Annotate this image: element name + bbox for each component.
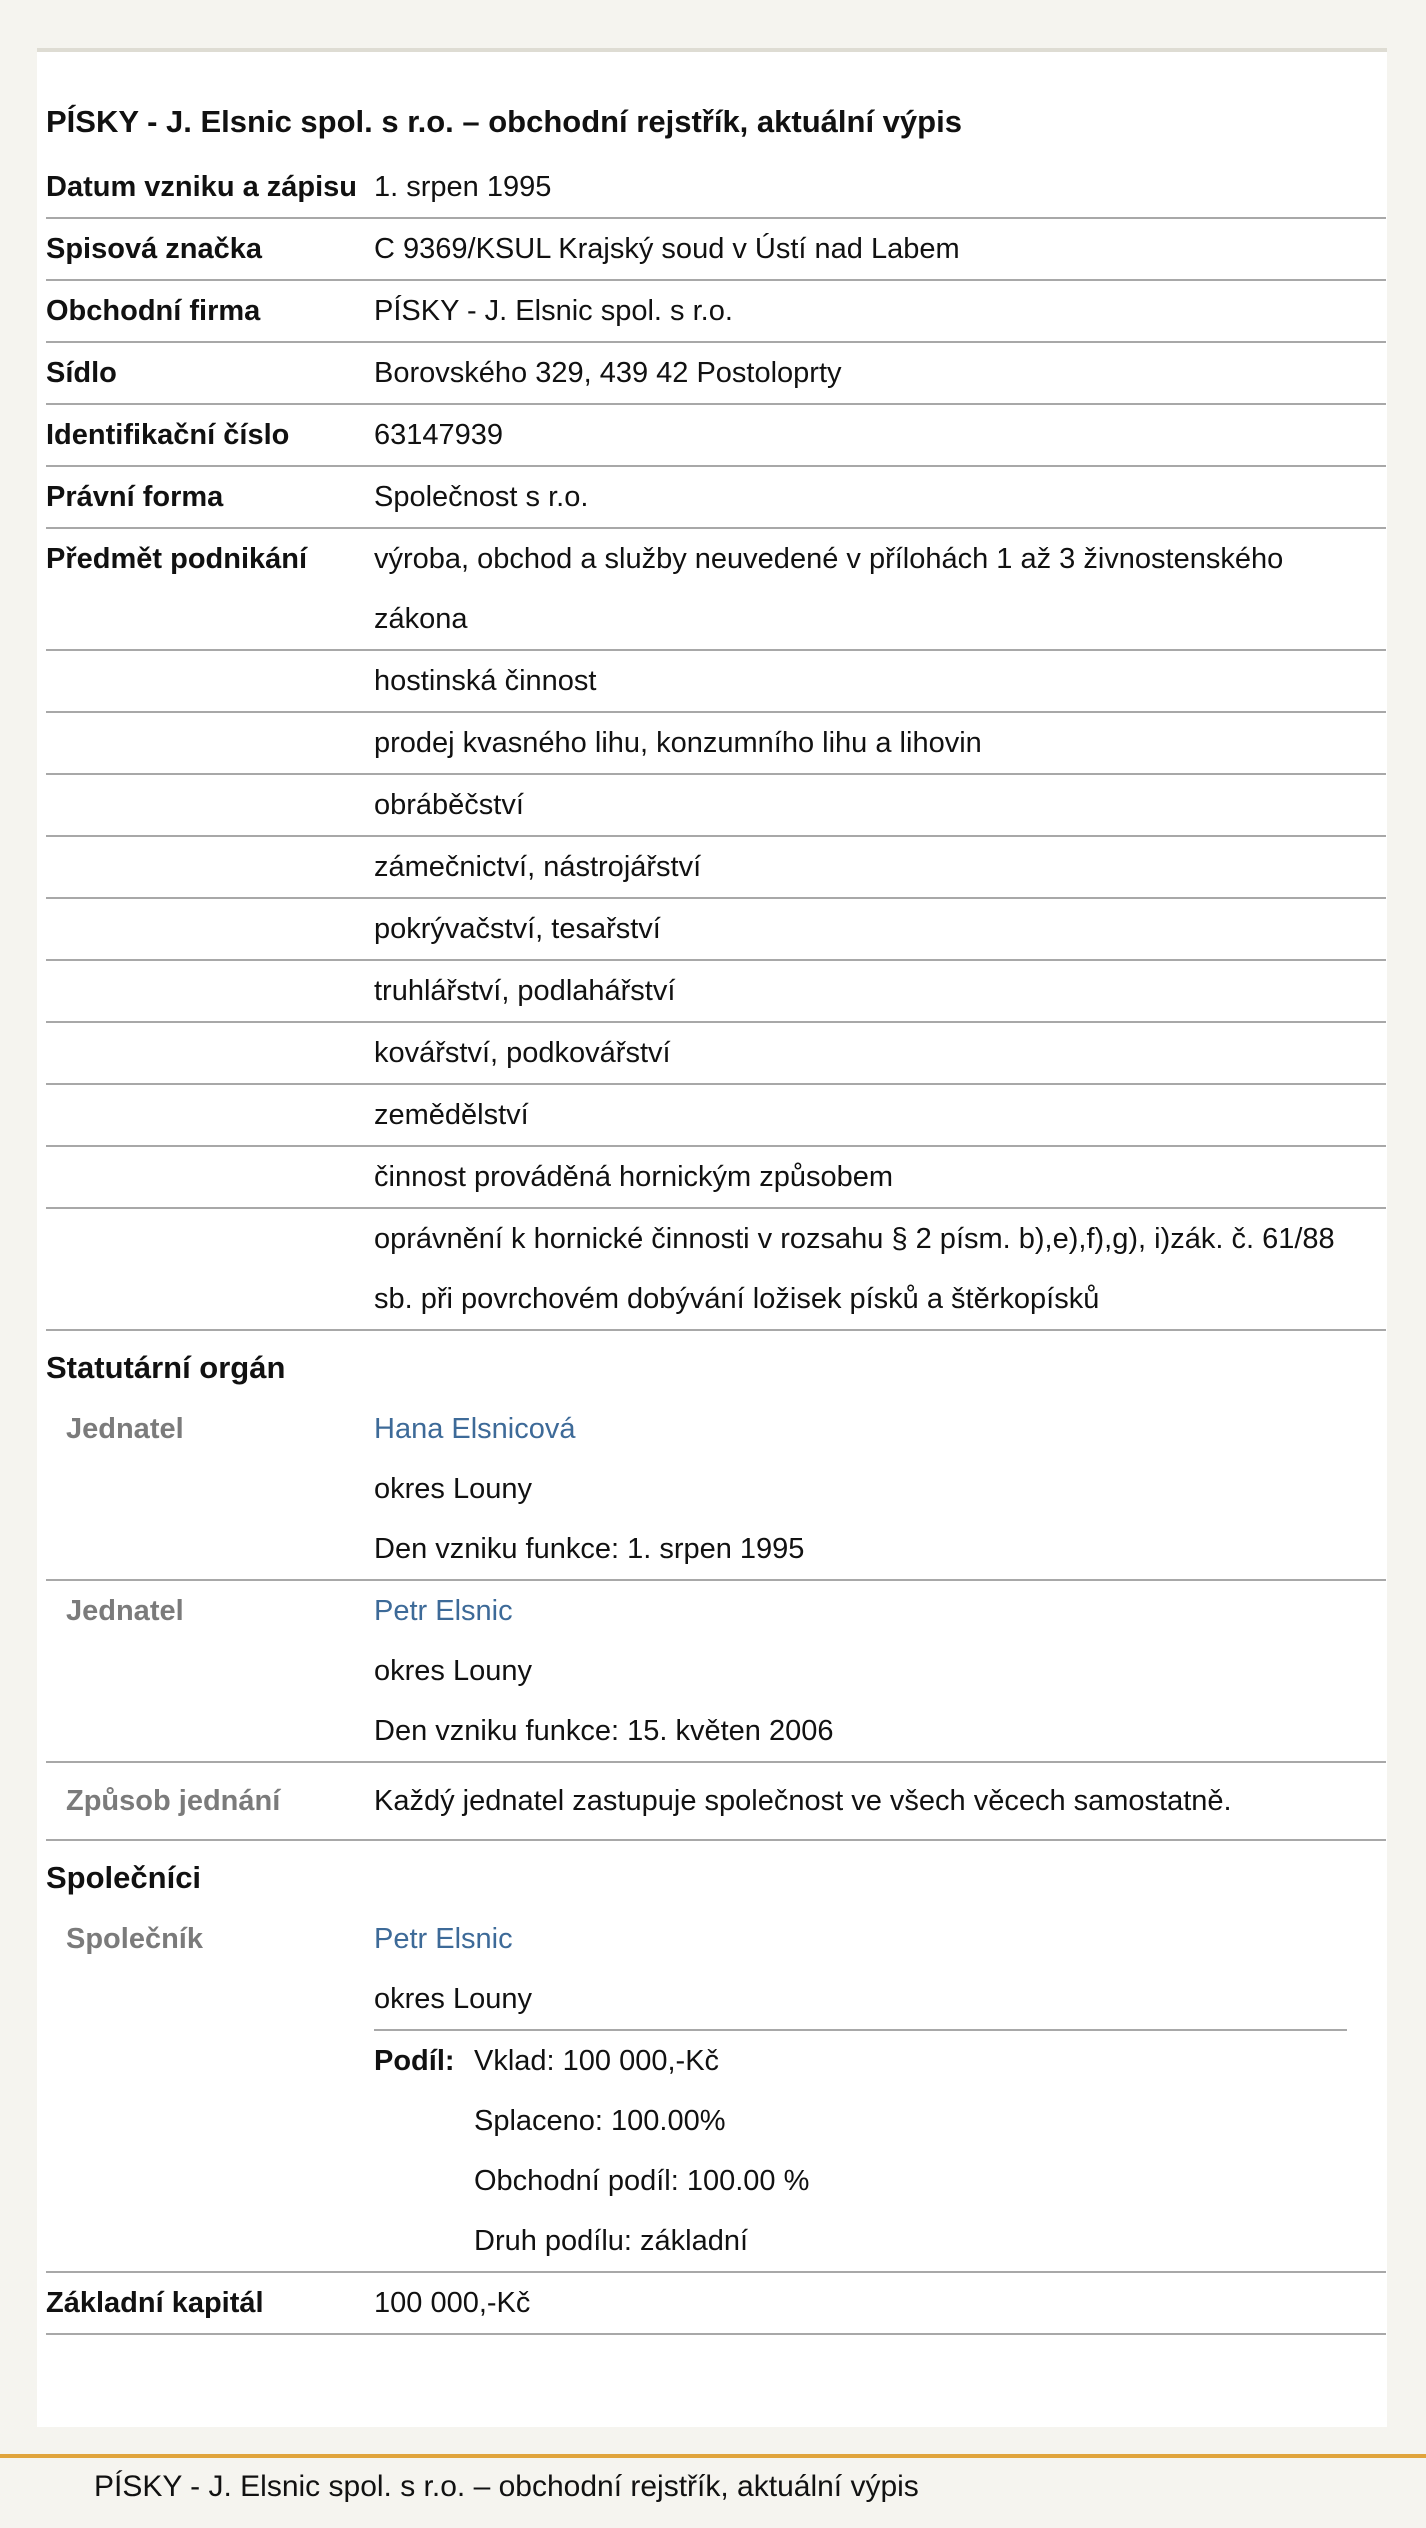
predmet-item: prodej kvasného lihu, konzumního lihu a lihovin (374, 712, 1386, 774)
row-zakladni-kapital (46, 2272, 1386, 2334)
row-predmet (46, 960, 1386, 1022)
page-title: PÍSKY - J. Elsnic spol. s r.o. – obchodní rejstřík, aktuální výpis (46, 104, 962, 139)
predmet-item: činnost prováděná hornickým způsobem (374, 1146, 1386, 1208)
footer-text: PÍSKY - J. Elsnic spol. s r.o. – obchodní rejstřík, aktuální výpis (94, 2470, 919, 2503)
podil-druh: Druh podílu: základní (474, 2225, 749, 2257)
predmet-label: Předmět podnikání (46, 528, 374, 650)
row-predmet (46, 1084, 1386, 1146)
person-link[interactable]: Hana Elsnicová (374, 1413, 576, 1445)
person-okres: okres Louny (374, 1655, 532, 1687)
person-link[interactable]: Petr Elsnic (374, 1595, 513, 1627)
row-predmet (46, 1208, 1386, 1330)
person-okres: okres Louny (374, 1983, 532, 2015)
person-okres: okres Louny (374, 1473, 532, 1505)
row-spolecnik (46, 1909, 1386, 2272)
section-spolecnici (46, 1840, 1386, 1909)
section-statutarni (46, 1330, 1386, 1399)
spolecnik-label: Společník (46, 1909, 374, 2272)
jednatel-label: Jednatel (46, 1399, 374, 1580)
zpusob-label: Způsob jednání (46, 1762, 374, 1840)
kapital-value: 100 000,-Kč (374, 2272, 1386, 2334)
podil-block (374, 2029, 1347, 2271)
section-heading: Společníci (46, 1860, 202, 1895)
row-predmet (46, 712, 1386, 774)
predmet-item: hostinská činnost (374, 650, 1386, 712)
predmet-item: oprávnění k hornické činnosti v rozsahu § 2 písm. b),e),f),g), i)zák. č. 61/88 sb. při povrchovém dobývání ložisek písků a štěrkopísků (374, 1208, 1386, 1330)
firma-value: PÍSKY - J. Elsnic spol. s r.o. (374, 280, 1386, 342)
ico-label: Identifikační číslo (46, 404, 374, 466)
row-predmet (46, 836, 1386, 898)
zpusob-value: Každý jednatel zastupuje společnost ve všech věcech samostatně. (374, 1762, 1386, 1840)
predmet-item: truhlářství, podlahářství (374, 960, 1386, 1022)
podil-vklad: Vklad: 100 000,-Kč (474, 2045, 720, 2077)
row-datum-vzniku (46, 157, 1386, 218)
datum-value: 1. srpen 1995 (374, 157, 1386, 218)
row-predmet (46, 774, 1386, 836)
row-ico (46, 404, 1386, 466)
row-zpusob-jednani (46, 1762, 1386, 1840)
podil-obchodni: Obchodní podíl: 100.00 % (474, 2165, 810, 2197)
sidlo-value: Borovského 329, 439 42 Postoloprty (374, 342, 1386, 404)
section-heading: Statutární orgán (46, 1350, 286, 1385)
registry-table (46, 157, 1386, 2335)
row-spisova-znacka (46, 218, 1386, 280)
predmet-item: obráběčství (374, 774, 1386, 836)
row-jednatel (46, 1580, 1386, 1762)
predmet-item: zámečnictví, nástrojářství (374, 836, 1386, 898)
firma-label: Obchodní firma (46, 280, 374, 342)
row-predmet (46, 650, 1386, 712)
podil-splaceno: Splaceno: 100.00% (474, 2105, 726, 2137)
spis-value: C 9369/KSUL Krajský soud v Ústí nad Labem (374, 218, 1386, 280)
jednatel-label: Jednatel (46, 1580, 374, 1762)
person-link[interactable]: Petr Elsnic (374, 1923, 513, 1955)
row-obchodni-firma (46, 280, 1386, 342)
footer (0, 2454, 1426, 2503)
row-predmet (46, 1146, 1386, 1208)
row-predmet (46, 898, 1386, 960)
datum-label: Datum vzniku a zápisu (46, 157, 374, 218)
person-funkce: Den vzniku funkce: 15. květen 2006 (374, 1715, 834, 1747)
predmet-item: pokrývačství, tesařství (374, 898, 1386, 960)
registry-page (37, 48, 1387, 2427)
row-predmet (46, 1022, 1386, 1084)
predmet-item: zemědělství (374, 1084, 1386, 1146)
forma-value: Společnost s r.o. (374, 466, 1386, 528)
row-predmet (46, 528, 1386, 650)
ico-value: 63147939 (374, 404, 1386, 466)
sidlo-label: Sídlo (46, 342, 374, 404)
row-pravni-forma (46, 466, 1386, 528)
spis-label: Spisová značka (46, 218, 374, 280)
forma-label: Právní forma (46, 466, 374, 528)
kapital-label: Základní kapitál (46, 2272, 374, 2334)
row-sidlo (46, 342, 1386, 404)
person-funkce: Den vzniku funkce: 1. srpen 1995 (374, 1533, 805, 1565)
predmet-item: výroba, obchod a služby neuvedené v přílohách 1 až 3 živnostenského zákona (374, 528, 1386, 650)
podil-label: Podíl: (374, 2045, 455, 2077)
predmet-item: kovářství, podkovářství (374, 1022, 1386, 1084)
row-jednatel (46, 1399, 1386, 1580)
